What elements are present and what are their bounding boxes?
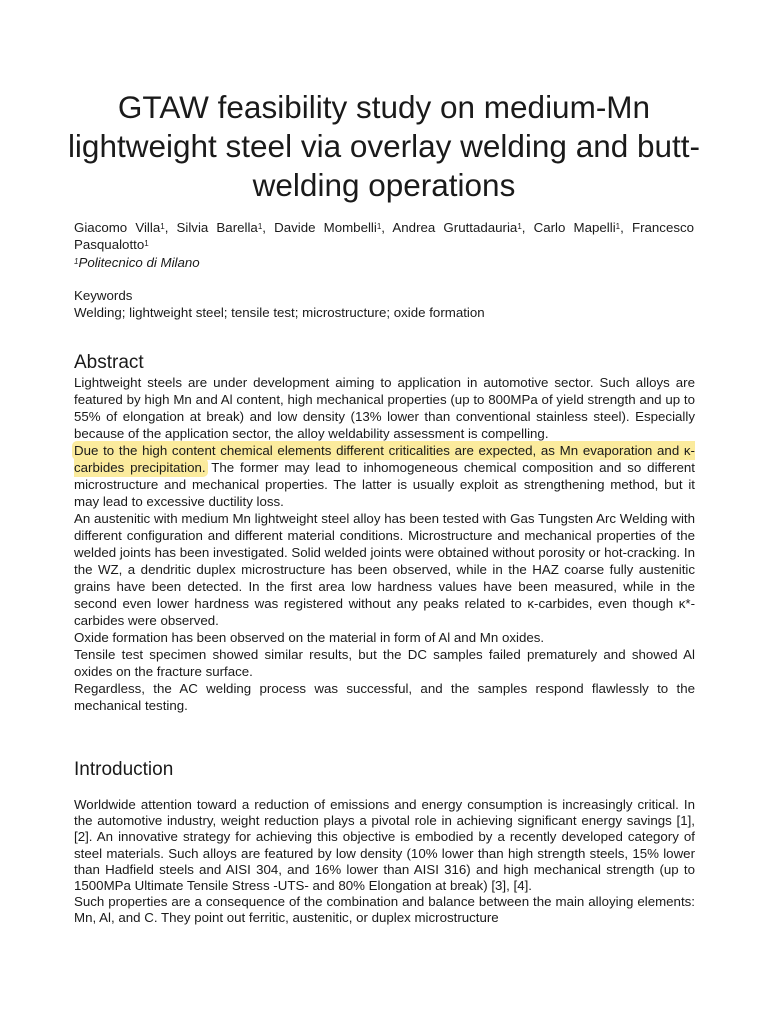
author-list: Giacomo Villa$^1$, Silvia Barella$^1$, Davide Mombelli$^1$, Andrea Gruttadauria$^1$, Carlo Mapelli$^1$, Francesco Pasqualotto$^1$ (74, 220, 695, 252)
affiliation (74, 254, 200, 271)
affiliation-name: Politecnico di Milano (78, 255, 200, 270)
affiliation-mark: 1 (615, 222, 621, 231)
author-name: Carlo Mapelli (533, 220, 616, 235)
abstract-paragraph: Regardless, the AC welding process was successful, and the samples respond flawlessly to the mechanical testing. (74, 681, 695, 713)
keywords-text: Welding; lightweight steel; tensile test; microstructure; oxide formation (74, 305, 485, 320)
abstract-paragraph: Lightweight steels are under development aiming to application in automotive sector. Such alloys are featured by high Mn and Al content, high mechanical properties (up to 800MPa of yield strength and up to 55% of elongation at break) and low density (13% lower than conventional stainless steel). Especially because of the application sector, the alloy weldability assessment is compelling. (74, 375, 695, 441)
abstract-paragraph: An austenitic with medium Mn lightweight steel alloy has been tested with Gas Tungsten Arc Welding with different configuration and different material conditions. Microstructure and mechanical properties of the welded joints has been investigated. Solid welded joints were obtained without porosity or hot-cracking. In the WZ, a dendritic duplex microstructure has been observed, while in the HAZ coarse fully austenitic grains have been detected. In the first area low hardness values have been measured, while in the second even lower hardness was registered without any peaks related to κ-carbides, even though κ*-carbides were observed. (74, 511, 695, 628)
affiliation-mark: 1 (376, 222, 382, 231)
author-name: Silvia Barella (176, 220, 258, 235)
author-name: Francesco Pasqualotto (74, 220, 695, 252)
author-name: Andrea Gruttadauria (392, 220, 518, 235)
introduction-paragraph: Such properties are a consequence of the combination and balance between the main alloying elements: Mn, Al, and C. They point out ferritic, austenitic, or duplex microstructure (74, 894, 695, 926)
affiliation-mark: 1 (257, 222, 263, 231)
affiliation-mark: 1 (74, 257, 79, 266)
abstract-body (74, 374, 695, 714)
keywords-heading: Keywords (74, 288, 133, 303)
author-name: Giacomo Villa (74, 220, 161, 235)
affiliation-mark: 1 (517, 222, 522, 231)
paper-title: GTAW feasibility study on medium-Mn lightweight steel via overlay welding and butt-welding operations (67, 89, 701, 203)
abstract-paragraph: Oxide formation has been observed on the material in form of Al and Mn oxides. (74, 630, 545, 645)
abstract-paragraph: Tensile test specimen showed similar results, but the DC samples failed prematurely and showed Al oxides on the fracture surface. (74, 647, 695, 679)
abstract-heading: Abstract (74, 352, 144, 373)
introduction-body (74, 797, 695, 927)
introduction-heading: Introduction (74, 759, 174, 780)
introduction-paragraph: Worldwide attention toward a reduction of emissions and energy consumption is increasingly critical. In the automotive industry, weight reduction plays a pivotal role in achieving significant energy savings [1], [2]. An innovative strategy for achieving this objective is embodied by a recently developed category of steel materials. Such alloys are featured by low density (10% lower than high strength steels, 15% lower than Hadfield steels and AISI 304, and 16% lower than AISI 316) and high mechanical strength (up to 1500MPa Ultimate Tensile Stress -UTS- and 80% Elongation at break) [3], [4]. (74, 797, 695, 894)
affiliation-mark: 1 (160, 222, 165, 231)
affiliation-mark: 1 (144, 239, 149, 248)
highlighted-text: Due to the high content chemical elements different criticalities are expected, as Mn evaporation and κ-carbides precipitation. (74, 443, 695, 475)
abstract-paragraph: Due to the high content chemical elements different criticalities are expected, as Mn evaporation and κ-carbides precipitation. The former may lead to inhomogeneous chemical composition and so different microstructure and mechanical properties. The latter is usually exploit as strengthening method, but it may lead to excessive ductility loss. (74, 443, 695, 509)
author-name: Davide Mombelli (274, 220, 377, 235)
